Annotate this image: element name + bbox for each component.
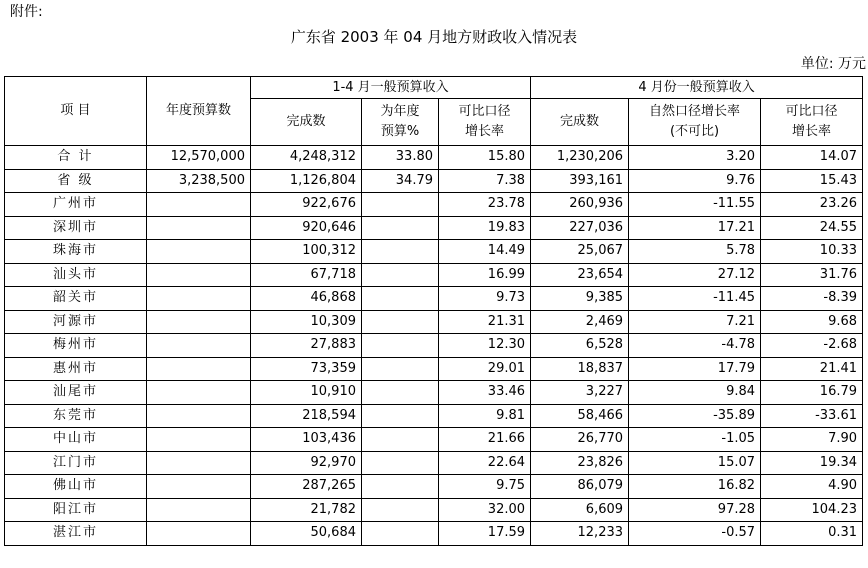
april-comparable-growth-cell: 31.76: [761, 263, 863, 287]
comparable-growth-cell: 16.99: [439, 263, 531, 287]
comparable-growth-cell: 21.66: [439, 428, 531, 452]
pct-of-budget-cell: [362, 287, 439, 311]
header-pct-line1: 为年度: [380, 104, 420, 119]
completed-cell: 67,718: [251, 263, 362, 287]
row-name: 汕尾市: [5, 381, 147, 405]
april-comparable-growth-cell: 23.26: [761, 193, 863, 217]
pct-of-budget-cell: [362, 522, 439, 546]
comparable-growth-cell: 7.38: [439, 169, 531, 193]
completed-cell: 10,910: [251, 381, 362, 405]
completed-cell: 27,883: [251, 334, 362, 358]
april-completed-cell: 23,654: [531, 263, 629, 287]
pct-of-budget-cell: 33.80: [362, 146, 439, 170]
annual-budget-cell: [147, 334, 251, 358]
pct-of-budget-cell: [362, 263, 439, 287]
april-completed-cell: 9,385: [531, 287, 629, 311]
annual-budget-cell: [147, 310, 251, 334]
table-row: [5, 146, 863, 170]
pct-of-budget-cell: [362, 404, 439, 428]
table-row: [5, 428, 863, 452]
april-comparable-growth-cell: -8.39: [761, 287, 863, 311]
pct-of-budget-cell: [362, 381, 439, 405]
completed-cell: 10,309: [251, 310, 362, 334]
row-name: 汕头市: [5, 263, 147, 287]
april-comparable-growth-cell: 19.34: [761, 451, 863, 475]
table-row: [5, 357, 863, 381]
annual-budget-cell: [147, 357, 251, 381]
completed-cell: 103,436: [251, 428, 362, 452]
row-name: 省 级: [5, 169, 147, 193]
comparable-growth-cell: 29.01: [439, 357, 531, 381]
header-completed: 完成数: [251, 99, 362, 146]
completed-cell: 73,359: [251, 357, 362, 381]
annual-budget-cell: [147, 193, 251, 217]
table-row: [5, 334, 863, 358]
unit-label: 单位: 万元: [800, 56, 866, 72]
completed-cell: 50,684: [251, 522, 362, 546]
april-completed-cell: 6,528: [531, 334, 629, 358]
annual-budget-cell: [147, 287, 251, 311]
april-natural-growth-cell: -4.78: [629, 334, 761, 358]
table-row: [5, 404, 863, 428]
completed-cell: 4,248,312: [251, 146, 362, 170]
header-natural-line1: 自然口径增长率: [649, 104, 741, 119]
header-comparable-growth-april: [761, 99, 863, 146]
april-comparable-growth-cell: -2.68: [761, 334, 863, 358]
april-natural-growth-cell: 17.21: [629, 216, 761, 240]
table-row: [5, 522, 863, 546]
april-natural-growth-cell: -11.55: [629, 193, 761, 217]
april-natural-growth-cell: 97.28: [629, 498, 761, 522]
pct-of-budget-cell: [362, 428, 439, 452]
annual-budget-cell: [147, 381, 251, 405]
annual-budget-cell: 3,238,500: [147, 169, 251, 193]
april-completed-cell: 23,826: [531, 451, 629, 475]
completed-cell: 46,868: [251, 287, 362, 311]
completed-cell: 922,676: [251, 193, 362, 217]
april-completed-cell: 6,609: [531, 498, 629, 522]
header-comparable-line2: 增长率: [465, 124, 505, 139]
row-name: 佛山市: [5, 475, 147, 499]
pct-of-budget-cell: [362, 310, 439, 334]
row-name: 梅州市: [5, 334, 147, 358]
pct-of-budget-cell: [362, 357, 439, 381]
april-completed-cell: 26,770: [531, 428, 629, 452]
april-comparable-growth-cell: 24.55: [761, 216, 863, 240]
comparable-growth-cell: 12.30: [439, 334, 531, 358]
attachment-label: 附件:: [10, 4, 43, 20]
row-name: 合 计: [5, 146, 147, 170]
april-completed-cell: 12,233: [531, 522, 629, 546]
april-comparable-growth-cell: 10.33: [761, 240, 863, 264]
annual-budget-cell: [147, 475, 251, 499]
april-completed-cell: 58,466: [531, 404, 629, 428]
april-comparable-growth-cell: 16.79: [761, 381, 863, 405]
annual-budget-cell: [147, 522, 251, 546]
comparable-growth-cell: 21.31: [439, 310, 531, 334]
april-completed-cell: 2,469: [531, 310, 629, 334]
annual-budget-cell: [147, 216, 251, 240]
comparable-growth-cell: 15.80: [439, 146, 531, 170]
april-completed-cell: 25,067: [531, 240, 629, 264]
april-natural-growth-cell: 7.21: [629, 310, 761, 334]
table-row: [5, 451, 863, 475]
row-name: 江门市: [5, 451, 147, 475]
april-natural-growth-cell: 17.79: [629, 357, 761, 381]
april-natural-growth-cell: 5.78: [629, 240, 761, 264]
annual-budget-cell: [147, 240, 251, 264]
header-natural-growth: [629, 99, 761, 146]
april-comparable-growth-cell: 21.41: [761, 357, 863, 381]
april-comparable-growth-cell: 14.07: [761, 146, 863, 170]
pct-of-budget-cell: [362, 451, 439, 475]
header-comparable-line1: 可比口径: [458, 104, 511, 119]
row-name: 深圳市: [5, 216, 147, 240]
completed-cell: 92,970: [251, 451, 362, 475]
april-natural-growth-cell: -11.45: [629, 287, 761, 311]
comparable-growth-cell: 14.49: [439, 240, 531, 264]
row-name: 惠州市: [5, 357, 147, 381]
row-name: 河源市: [5, 310, 147, 334]
april-comparable-growth-cell: 15.43: [761, 169, 863, 193]
table-row: [5, 193, 863, 217]
april-natural-growth-cell: 15.07: [629, 451, 761, 475]
april-natural-growth-cell: 3.20: [629, 146, 761, 170]
annual-budget-cell: [147, 498, 251, 522]
table-row: [5, 216, 863, 240]
april-completed-cell: 1,230,206: [531, 146, 629, 170]
april-natural-growth-cell: 9.84: [629, 381, 761, 405]
comparable-growth-cell: 23.78: [439, 193, 531, 217]
table-row: [5, 498, 863, 522]
completed-cell: 920,646: [251, 216, 362, 240]
comparable-growth-cell: 9.81: [439, 404, 531, 428]
comparable-growth-cell: 19.83: [439, 216, 531, 240]
table-row: [5, 263, 863, 287]
header-pct-line2: 预算%: [380, 124, 420, 139]
comparable-growth-cell: 22.64: [439, 451, 531, 475]
pct-of-budget-cell: [362, 475, 439, 499]
completed-cell: 1,126,804: [251, 169, 362, 193]
row-name: 中山市: [5, 428, 147, 452]
completed-cell: 287,265: [251, 475, 362, 499]
comparable-growth-cell: 9.73: [439, 287, 531, 311]
pct-of-budget-cell: [362, 334, 439, 358]
table-row: [5, 475, 863, 499]
annual-budget-cell: 12,570,000: [147, 146, 251, 170]
header-completed-april: 完成数: [531, 99, 629, 146]
row-name: 广州市: [5, 193, 147, 217]
header-comparable-apr-line2: 增长率: [792, 124, 832, 139]
april-comparable-growth-cell: 0.31: [761, 522, 863, 546]
row-name: 东莞市: [5, 404, 147, 428]
april-completed-cell: 260,936: [531, 193, 629, 217]
april-completed-cell: 18,837: [531, 357, 629, 381]
april-natural-growth-cell: -0.57: [629, 522, 761, 546]
header-item: 项 目: [5, 77, 147, 146]
april-comparable-growth-cell: -33.61: [761, 404, 863, 428]
annual-budget-cell: [147, 263, 251, 287]
comparable-growth-cell: 17.59: [439, 522, 531, 546]
april-natural-growth-cell: 16.82: [629, 475, 761, 499]
row-name: 阳江市: [5, 498, 147, 522]
comparable-growth-cell: 32.00: [439, 498, 531, 522]
april-natural-growth-cell: 9.76: [629, 169, 761, 193]
header-pct-of-budget: [362, 99, 439, 146]
april-comparable-growth-cell: 9.68: [761, 310, 863, 334]
pct-of-budget-cell: [362, 498, 439, 522]
pct-of-budget-cell: [362, 216, 439, 240]
april-natural-growth-cell: -35.89: [629, 404, 761, 428]
comparable-growth-cell: 9.75: [439, 475, 531, 499]
april-comparable-growth-cell: 4.90: [761, 475, 863, 499]
row-name: 韶关市: [5, 287, 147, 311]
header-group-april: 4 月份一般预算收入: [531, 77, 863, 99]
header-comparable-growth: [439, 99, 531, 146]
completed-cell: 21,782: [251, 498, 362, 522]
april-natural-growth-cell: -1.05: [629, 428, 761, 452]
header-natural-line2: (不可比): [669, 124, 720, 139]
april-comparable-growth-cell: 7.90: [761, 428, 863, 452]
april-completed-cell: 3,227: [531, 381, 629, 405]
table-row: [5, 169, 863, 193]
table-row: [5, 310, 863, 334]
april-comparable-growth-cell: 104.23: [761, 498, 863, 522]
comparable-growth-cell: 33.46: [439, 381, 531, 405]
header-annual-budget: 年度预算数: [147, 77, 251, 146]
header-comparable-apr-line1: 可比口径: [785, 104, 838, 119]
row-name: 湛江市: [5, 522, 147, 546]
table-row: [5, 381, 863, 405]
table-row: [5, 240, 863, 264]
april-completed-cell: 86,079: [531, 475, 629, 499]
revenue-table: [4, 76, 863, 546]
annual-budget-cell: [147, 404, 251, 428]
pct-of-budget-cell: [362, 240, 439, 264]
pct-of-budget-cell: [362, 193, 439, 217]
april-completed-cell: 227,036: [531, 216, 629, 240]
header-row-1: [5, 77, 863, 99]
header-group-jan-apr: 1-4 月一般预算收入: [251, 77, 531, 99]
pct-of-budget-cell: 34.79: [362, 169, 439, 193]
april-completed-cell: 393,161: [531, 169, 629, 193]
annual-budget-cell: [147, 428, 251, 452]
completed-cell: 218,594: [251, 404, 362, 428]
table-row: [5, 287, 863, 311]
april-natural-growth-cell: 27.12: [629, 263, 761, 287]
completed-cell: 100,312: [251, 240, 362, 264]
row-name: 珠海市: [5, 240, 147, 264]
page-title: 广东省 2003 年 04 月地方财政收入情况表: [290, 28, 578, 46]
annual-budget-cell: [147, 451, 251, 475]
